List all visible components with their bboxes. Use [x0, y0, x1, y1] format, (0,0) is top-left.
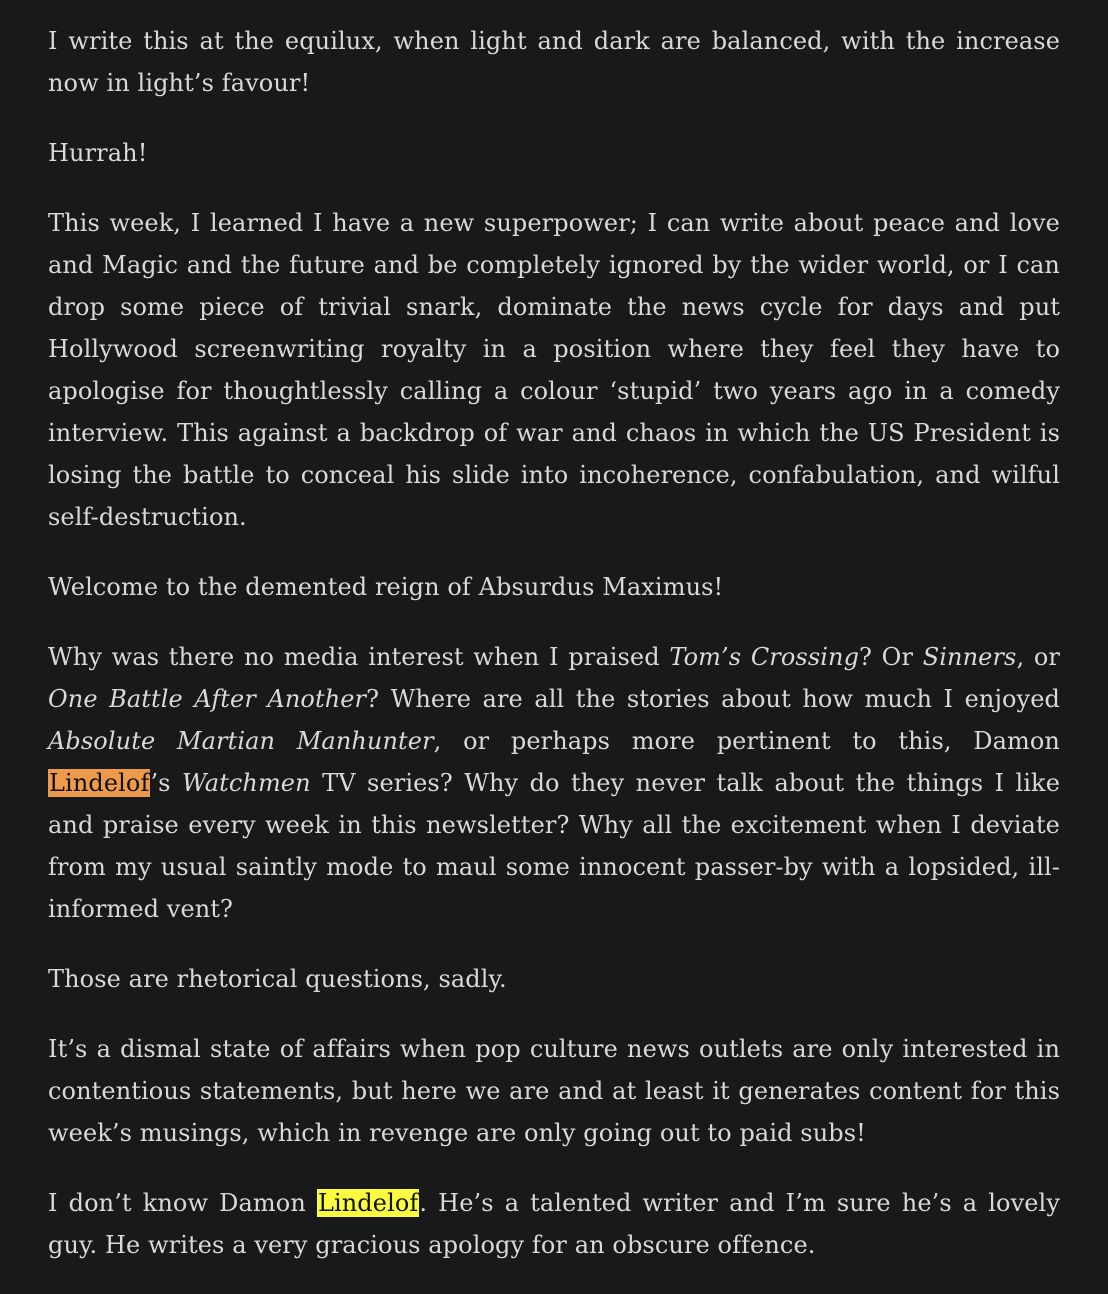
title-martian-manhunter: Absolute Martian Manhunter [48, 727, 434, 755]
paragraph-hurrah: Hurrah! [48, 139, 148, 167]
paragraph-equilux: I write this at the equilux, when light and dark are balanced, with the increase now in light’s favour! [48, 27, 1060, 97]
title-sinners: Sinners [922, 643, 1017, 671]
highlight-lindelof-orange[interactable]: Lindelof [49, 769, 150, 797]
text-span: I don’t know Damon [48, 1189, 317, 1217]
text-span: TV series? Why do they never talk about the things I like and praise every week in this newsletter? Why all the excitement when I deviate from my usual saintly mode to maul some innocent passer-by with a lopsided, ill-informed vent? [48, 769, 1061, 923]
paragraph-dont-know [48, 1182, 1060, 1266]
article-body [48, 20, 1060, 1294]
paragraph-media-interest [48, 636, 1060, 930]
text-span: Why was there no media interest when I praised [48, 643, 670, 671]
text-span: , or [1016, 643, 1060, 671]
text-span: ’s [150, 769, 183, 797]
paragraph-absurdus: Welcome to the demented reign of Absurdus Maximus! [48, 573, 724, 601]
text-span: ? Or [859, 643, 923, 671]
title-watchmen: Watchmen [182, 769, 311, 797]
paragraph-dismal-state: It’s a dismal state of affairs when pop culture news outlets are only interested in contentious statements, but here we are and at least it generates content for this week’s musings, which in revenge are only going out to paid subs! [48, 1035, 1060, 1147]
highlight-lindelof-yellow[interactable]: Lindelof [317, 1189, 419, 1217]
text-span: , or perhaps more pertinent to this, Damon [433, 727, 1060, 755]
title-one-battle: One Battle After Another [48, 685, 367, 713]
title-toms-crossing: Tom’s Crossing [669, 643, 860, 671]
paragraph-rhetorical: Those are rhetorical questions, sadly. [48, 965, 507, 993]
paragraph-superpower: This week, I learned I have a new superpower; I can write about peace and love and Magic and the future and be completely ignored by the wider world, or I can drop some piece of trivial snark, dominate the news cycle for days and put Hollywood screenwriting royalty in a position where they feel they have to apologise for thoughtlessly calling a colour ‘stupid’ two years ago in a comedy interview. This against a backdrop of war and chaos in which the US President is losing the battle to conceal his slide into incoherence, confabulation, and wilful self-destruction. [48, 209, 1060, 531]
text-span: . He’s a talented writer and I’m sure he’s a lovely guy. He writes a very gracious apology for an obscure offence. [48, 1189, 1060, 1259]
text-span: ? Where are all the stories about how much I enjoyed [366, 685, 1060, 713]
